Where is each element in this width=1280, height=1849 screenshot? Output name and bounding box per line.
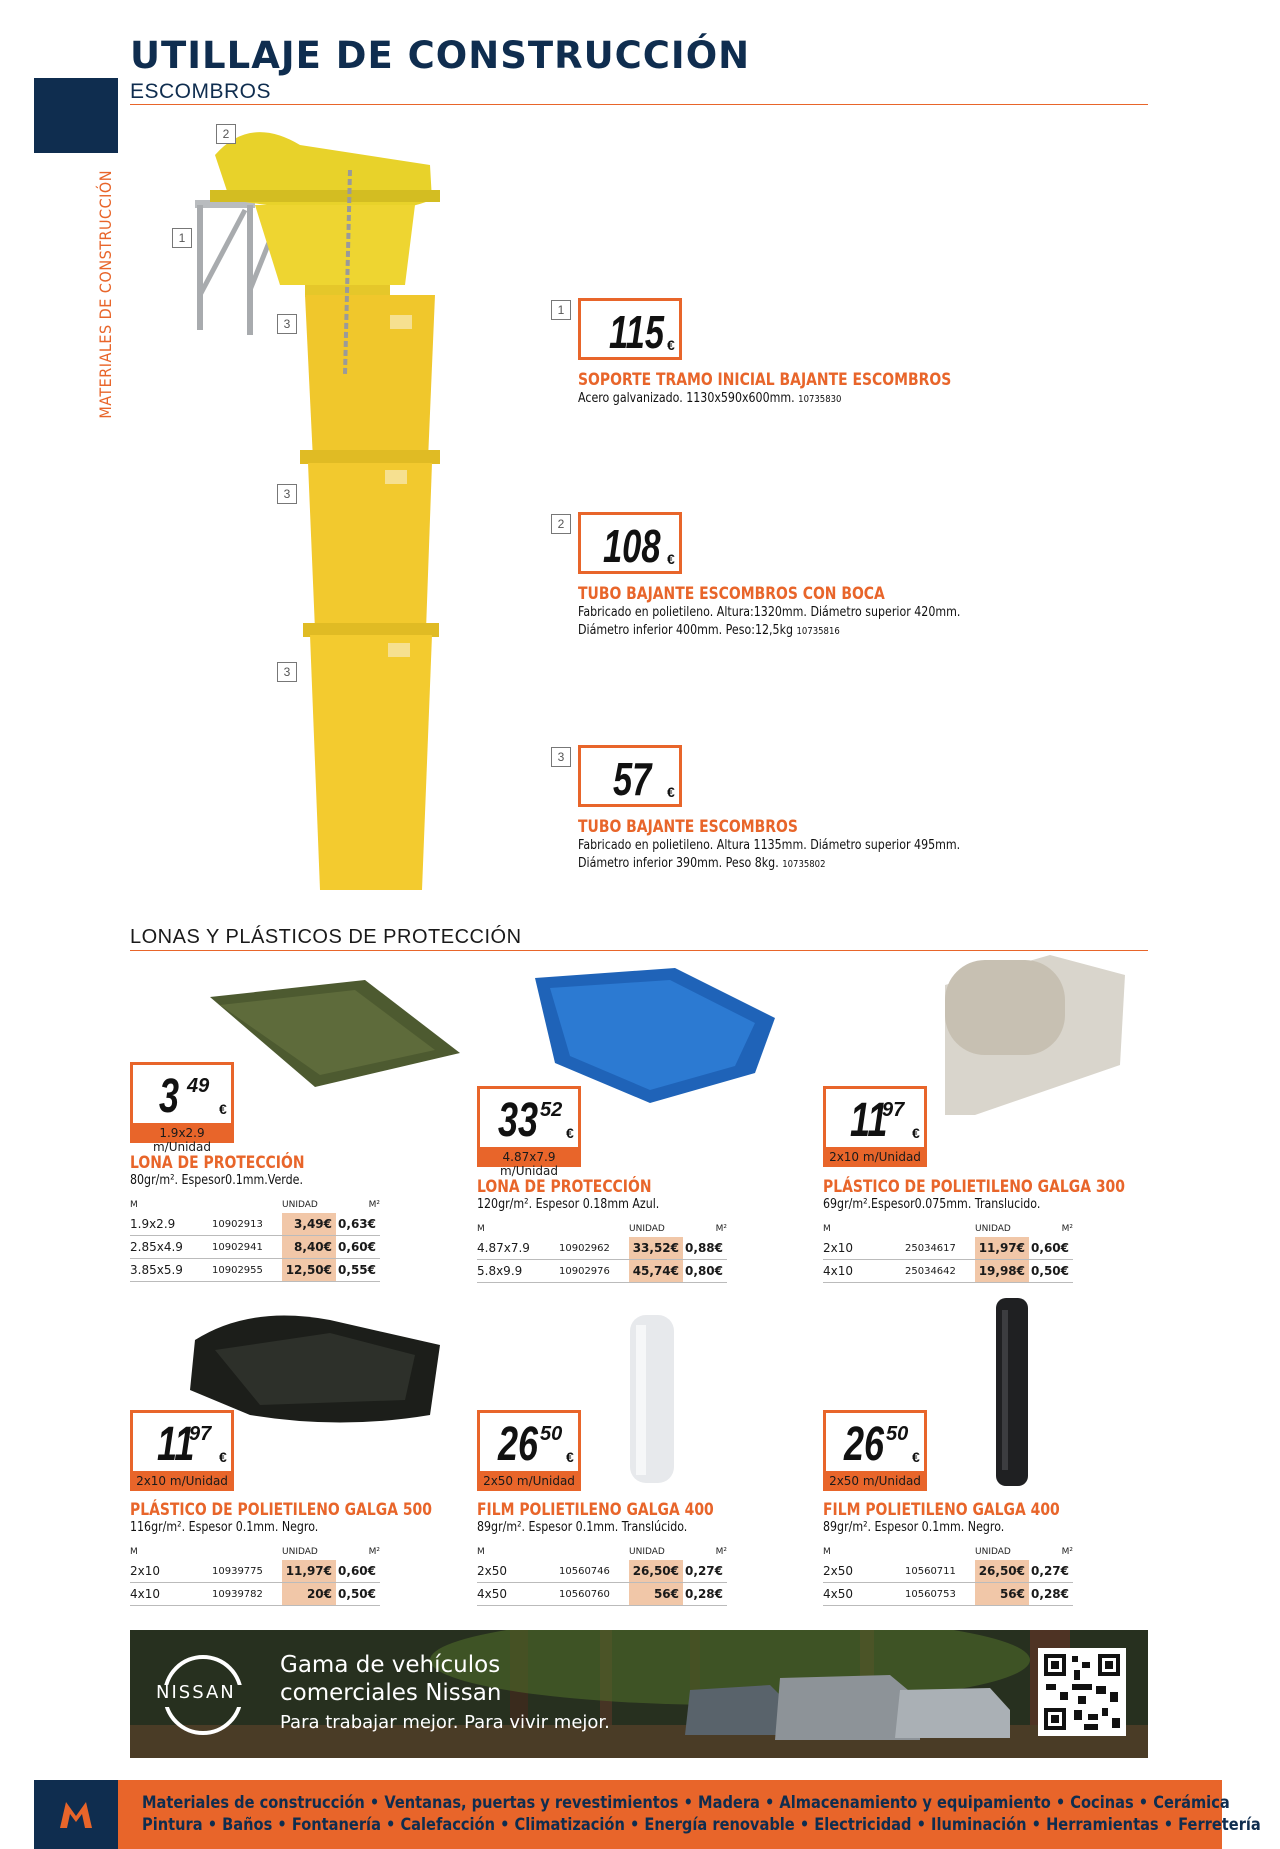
price-decimals: 52 [540, 1099, 563, 1121]
unit-label: 1.9x2.9 m/Unidad [130, 1126, 234, 1143]
product-description: 69gr/m².Espesor0.075mm. Translucido. [823, 1197, 1041, 1212]
table-row: 2x10 10939775 11,97€ 0,60€ [130, 1560, 380, 1583]
price-table: M UNIDAD M² 2x50 10560711 26,50€ 0,27€ 4x50 10560753 56€ 0,28€ [823, 1547, 1073, 1606]
product-name: PLÁSTICO DE POLIETILENO GALGA 500 [130, 1500, 432, 1520]
currency-symbol: € [667, 784, 675, 800]
page-title: UTILLAJE DE CONSTRUCCIÓN [130, 34, 751, 77]
table-row: 3.85x5.9 10902955 12,50€ 0,55€ [130, 1259, 380, 1282]
product-code: 10735802 [782, 859, 826, 870]
product-name: TUBO BAJANTE ESCOMBROS CON BOCA [578, 584, 885, 604]
banner-line2: comerciales Nissan [280, 1680, 502, 1706]
rubble-chute-image [160, 115, 460, 905]
van-1 [685, 1685, 790, 1735]
product-description: 89gr/m². Espesor 0.1mm. Translúcido. [477, 1520, 688, 1535]
banner-line1: Gama de vehículos [280, 1652, 501, 1678]
table-row: 1.9x2.9 10902913 3,49€ 0,63€ [130, 1213, 380, 1236]
table-row: 2x50 10560746 26,50€ 0,27€ [477, 1560, 727, 1583]
unit-label: 4.87x7.9 m/Unidad [477, 1150, 581, 1167]
price-tag [578, 512, 682, 574]
section-title: LONAS Y PLÁSTICOS DE PROTECCIÓN [130, 926, 522, 948]
product-name: FILM POLIETILENO GALGA 400 [823, 1500, 1060, 1520]
price-integer: 26 [498, 1418, 539, 1471]
price-decimals: 50 [540, 1423, 563, 1445]
chute-segments [300, 285, 440, 890]
price-integer: 33 [498, 1094, 539, 1147]
price-decimals: 50 [886, 1423, 909, 1445]
blue-tarp-image [530, 968, 775, 1103]
price-table: M UNIDAD M² 2x10 10939775 11,97€ 0,60€ 4x10 10939782 20€ 0,50€ [130, 1547, 380, 1606]
price-amount: 115 [609, 306, 665, 358]
product-number: 1 [551, 300, 571, 320]
product-description-line2: Diámetro inferior 400mm. Peso:12,5kg 10735816 [578, 623, 840, 638]
header-rule [130, 104, 1148, 105]
product-description-line1: Fabricado en polietileno. Altura 1135mm. Diámetro superior 495mm. [578, 838, 961, 853]
currency-symbol: € [219, 1449, 227, 1465]
price-tag [130, 1062, 234, 1126]
price-amount: 57 [613, 753, 652, 805]
price-amount: 108 [603, 520, 661, 572]
image-label-1: 1 [172, 228, 192, 248]
section-subtitle: ESCOMBROS [130, 80, 272, 103]
currency-symbol: € [912, 1449, 920, 1465]
side-category-label: MATERIALES DE CONSTRUCCIÓN [96, 170, 115, 419]
unit-label: 2x10 m/Unidad [130, 1474, 234, 1491]
product-description-line2: Diámetro inferior 390mm. Peso 8kg. 10735802 [578, 856, 826, 871]
table-row: 2x50 10560711 26,50€ 0,27€ [823, 1560, 1073, 1583]
price-tag [130, 1410, 234, 1474]
product-description: 89gr/m². Espesor 0.1mm. Negro. [823, 1520, 1005, 1535]
translucent-film-roll-image [628, 1315, 678, 1485]
price-table: M UNIDAD M² 2x10 25034617 11,97€ 0,60€ 4x10 25034642 19,98€ 0,50€ [823, 1224, 1073, 1283]
table-row: 4x50 10560753 56€ 0,28€ [823, 1583, 1073, 1606]
product-number: 3 [551, 747, 571, 767]
price-tag [578, 298, 682, 360]
footer-current-category: Materiales de construcción [142, 1793, 365, 1813]
table-row: 2.85x4.9 10902941 8,40€ 0,60€ [130, 1236, 380, 1259]
price-integer: 11 [850, 1094, 888, 1147]
currency-symbol: € [912, 1125, 920, 1141]
footer-logo-block [34, 1780, 118, 1849]
banner-line3: Para trabajar mejor. Para vivir mejor. [280, 1712, 610, 1733]
price-decimals: 97 [189, 1423, 212, 1445]
price-tag [823, 1410, 927, 1474]
image-label-2: 2 [216, 124, 236, 144]
product-name: SOPORTE TRAMO INICIAL BAJANTE ESCOMBROS [578, 370, 952, 390]
product-name: FILM POLIETILENO GALGA 400 [477, 1500, 714, 1520]
product-code: 10735816 [796, 626, 840, 637]
price-table: M UNIDAD M² 2x50 10560746 26,50€ 0,27€ 4x50 10560760 56€ 0,28€ [477, 1547, 727, 1606]
price-tag [823, 1086, 927, 1150]
van-3 [895, 1688, 1010, 1738]
product-description: 80gr/m². Espesor0.1mm.Verde. [130, 1173, 303, 1188]
currency-symbol: € [566, 1449, 574, 1465]
product-description: 120gr/m². Espesor 0.18mm Azul. [477, 1197, 660, 1212]
price-table: M UNIDAD M² 4.87x7.9 10902962 33,52€ 0,88€ 5.8x9.9 10902976 45,74€ 0,80€ [477, 1224, 727, 1283]
table-row: 2x10 25034617 11,97€ 0,60€ [823, 1237, 1073, 1260]
price-integer: 11 [157, 1418, 195, 1471]
footer-categories-line1: Materiales de construcción • Ventanas, puertas y revestimientos • Madera • Almacenamiento y equipamiento • Cocinas • Cerámica [142, 1793, 1230, 1813]
price-integer: 3 [159, 1070, 180, 1123]
unit-label: 2x10 m/Unidad [823, 1150, 927, 1167]
table-row: 5.8x9.9 10902976 45,74€ 0,80€ [477, 1260, 727, 1283]
nissan-ad-banner[interactable] [130, 1630, 1148, 1758]
nissan-brand-text: NISSAN [156, 1682, 236, 1703]
section-rule [130, 950, 1148, 951]
product-number: 2 [551, 514, 571, 534]
image-label-3c: 3 [277, 662, 297, 682]
currency-symbol: € [667, 337, 675, 353]
price-tag [477, 1410, 581, 1474]
qr-code[interactable] [1038, 1648, 1126, 1736]
product-name: TUBO BAJANTE ESCOMBROS [578, 817, 798, 837]
product-name: PLÁSTICO DE POLIETILENO GALGA 300 [823, 1177, 1125, 1197]
brand-m-logo-icon [60, 1802, 92, 1828]
currency-symbol: € [566, 1125, 574, 1141]
price-table: M UNIDAD M² 1.9x2.9 10902913 3,49€ 0,63€ 2.85x4.9 10902941 8,40€ 0,60€ 3.85x5.9 10902955 12,50€ 0,55€ [130, 1200, 380, 1282]
black-film-roll-image [992, 1298, 1032, 1488]
translucent-plastic-roll-image [945, 955, 1125, 1115]
product-description: 116gr/m². Espesor 0.1mm. Negro. [130, 1520, 319, 1535]
price-tag [477, 1086, 581, 1150]
product-name: LONA DE PROTECCIÓN [130, 1153, 305, 1173]
table-row: 4x50 10560760 56€ 0,28€ [477, 1583, 727, 1606]
funnel-top [210, 132, 440, 285]
product-code: 10735830 [798, 394, 842, 405]
unit-label: 2x50 m/Unidad [477, 1474, 581, 1491]
image-label-3b: 3 [277, 484, 297, 504]
product-description-line1: Fabricado en polietileno. Altura:1320mm. Diámetro superior 420mm. [578, 605, 961, 620]
footer-categories-line2: Pintura • Baños • Fontanería • Calefacción • Climatización • Energía renovable • Electricidad • Iluminación • Herramientas • Ferretería [142, 1815, 1261, 1835]
table-row: 4x10 10939782 20€ 0,50€ [130, 1583, 380, 1606]
price-integer: 26 [844, 1418, 885, 1471]
unit-label: 2x50 m/Unidad [823, 1474, 927, 1491]
green-tarp-image [205, 975, 460, 1090]
product-name: LONA DE PROTECCIÓN [477, 1177, 652, 1197]
price-tag [578, 745, 682, 807]
currency-symbol: € [667, 551, 675, 567]
currency-symbol: € [219, 1101, 227, 1117]
section-marker-block [34, 78, 118, 153]
table-row: 4x10 25034642 19,98€ 0,50€ [823, 1260, 1073, 1283]
price-decimals: 97 [882, 1099, 905, 1121]
price-decimals: 49 [187, 1075, 210, 1097]
table-row: 4.87x7.9 10902962 33,52€ 0,88€ [477, 1237, 727, 1260]
product-description: Acero galvanizado. 1130x590x600mm. 10735830 [578, 391, 842, 406]
image-label-3a: 3 [277, 314, 297, 334]
